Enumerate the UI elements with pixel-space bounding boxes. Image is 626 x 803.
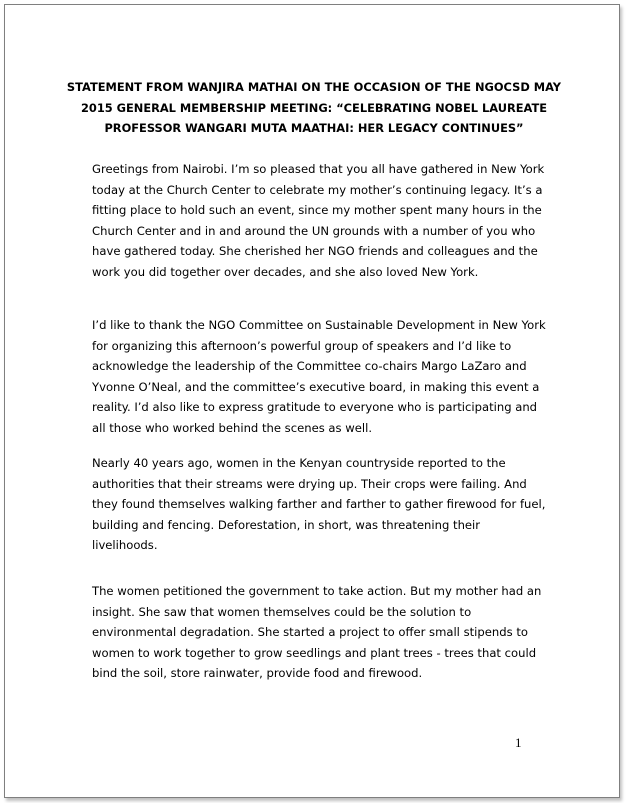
document-page (4, 4, 620, 798)
text-line: livelihoods. (92, 538, 158, 552)
page-number: 1 (515, 735, 522, 750)
text-line: building and fencing. Deforestation, in short, was threatening their (92, 517, 481, 532)
text-line: acknowledge the leadership of the Committee co-chairs Margo LaZaro and (92, 359, 527, 373)
text-line: today at the Church Center to celebrate my mother’s continuing legacy. It’s a (92, 182, 543, 197)
text-line: insight. She saw that women themselves could be the solution to (92, 604, 472, 619)
text-line: I’d like to thank the NGO Committee on Sustainable Development in New York (92, 318, 546, 332)
text-line: Church Center and in and around the UN grounds with a number of you who (92, 223, 536, 238)
paragraph-petition (92, 581, 552, 684)
text-line: reality. I’d also like to express gratitude to everyone who is participating and (92, 400, 538, 414)
paragraph-history (92, 453, 552, 556)
text-line: women to work together to grow seedlings and plant trees - trees that could (92, 645, 537, 660)
text-line: authorities that their streams were drying up. Their crops were failing. And (92, 476, 527, 491)
text-line: Yvonne O’Neal, and the committee’s executive board, in making this event a (92, 379, 540, 394)
text-line: The women petitioned the government to take action. But my mother had an (92, 584, 542, 598)
text-line: Greetings from Nairobi. I’m so pleased that you all have gathered in New York (92, 162, 545, 176)
paragraph-thanks (92, 315, 552, 438)
text-line: fitting place to hold such an event, since my mother spent many hours in the (92, 203, 542, 217)
text-line: work you did together over decades, and she also loved New York. (92, 264, 479, 279)
text-line: Nearly 40 years ago, women in the Kenyan countryside reported to the (92, 456, 506, 470)
paragraph-greetings (92, 159, 552, 282)
text-line: have gathered today. She cherished her NGO friends and colleagues and the (92, 244, 538, 258)
text-line: environmental degradation. She started a project to offer small stipends to (92, 625, 528, 639)
title-line: STATEMENT FROM WANJIRA MATHAI ON THE OCCASION OF THE NGOCSD MAY (66, 80, 562, 94)
title-line: PROFESSOR WANGARI MUTA MAATHAI: HER LEGACY CONTINUES” (104, 121, 524, 135)
text-line: for organizing this afternoon’s powerful group of speakers and I’d like to (92, 338, 512, 353)
statement-title (65, 77, 563, 139)
text-line: bind the soil, store rainwater, provide food and firewood. (92, 666, 423, 680)
text-line: they found themselves walking farther and farther to gather firewood for fuel, (92, 497, 546, 511)
text-line: all those who worked behind the scenes as well. (92, 420, 372, 435)
title-line: 2015 GENERAL MEMBERSHIP MEETING: “CELEBRATING NOBEL LAUREATE (80, 100, 548, 115)
